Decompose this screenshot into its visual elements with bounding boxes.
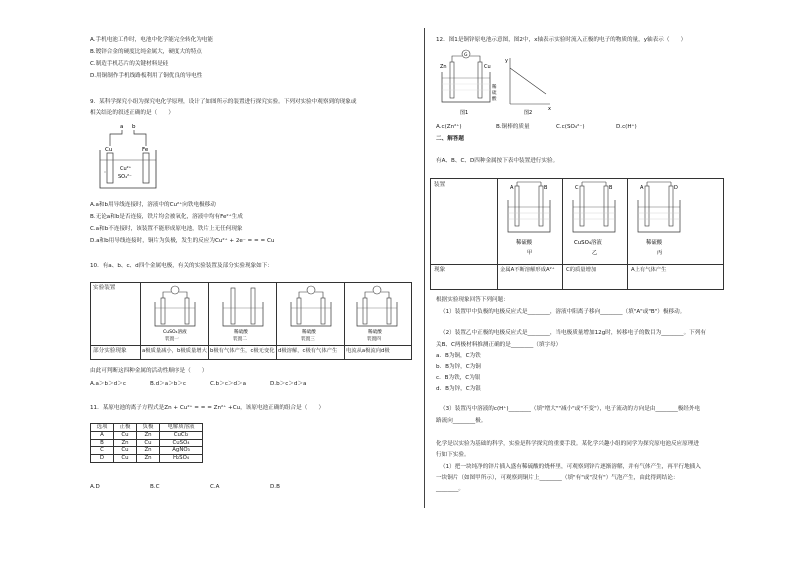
q8-option-b: B.镀锌合金的硬度比纯金属大，硬度大的特点 [90,49,202,55]
table-row: C Cu Zn AgNO₃ [91,447,203,455]
q13-fig3-caption: 丙 [657,250,663,256]
q10-col-sep [344,282,345,359]
q9-ion-cu: Cu²⁺ [120,166,132,172]
q8-option-d: D.用铜制作手机线路板利用了铜优良的导电性 [90,73,203,79]
q11-header-electrolyte: 电解质溶液 [160,424,203,432]
q10-apparatus-3 [279,284,343,342]
q13-apparatus-a [500,180,560,262]
q12-galvanometer-label: G [464,53,468,58]
q10-observation-4: 电流从a极流向d极 [346,348,390,354]
q11-header-positive: 正极 [114,424,137,432]
q11-option-c: C.A [210,484,220,490]
q13-fig2-caption: 乙 [592,250,598,256]
q11-header-negative: 负极 [137,424,160,432]
q10-fig3-caption: 装置三 [301,337,315,342]
q10-fig2-caption: 装置二 [233,337,247,342]
q9-stem: 9．某科学探究小组为探究电化学原理，设计了如图所示的装置进行探究实验。下列对实验中观察到的现象或 [90,99,357,105]
q13-part2-option-a: a．B为铜，C为铁 [436,353,481,359]
q9-label-b: b [132,124,136,130]
q13-row-header-observation: 现象 [434,267,446,273]
q12-label-zn: Zn [440,64,447,70]
q8-option-a: A.手机电池工作时，电池中化学能完全转化为电能 [90,37,213,43]
q12-acid-label-1: 稀 [492,85,497,90]
q10-question: 由此可判断这四种金属的活动性顺序是（ ） [90,368,208,374]
q12-stem: 12．图1是铜锌原电池示意图，图2中，x轴表示实验时流入正极的电子的物质的量，y轴表示（ ） [436,37,687,43]
q12-figures [436,48,556,120]
table-row: A Cu Zn CuCl₂ [91,431,203,439]
q13-fig2-solution: CuSO₄溶液 [574,240,602,246]
q10-row-header-observation: 部分实验现象 [93,348,127,354]
q9-stem-line2: 相关结论的叙述正确的是（ ） [90,110,174,116]
q13-part3-line2: 路流向________极。 [436,418,487,424]
q13-fig1-solution: 稀硫酸 [516,240,533,246]
q10-observation-1: a极质量减小，b极质量增大 [142,348,207,354]
q13-part2-option-b: b．B为锌，C为铜 [436,364,481,370]
q12-fig2-caption: 图2 [524,110,533,116]
q14-stem-line2: 行如下实验。 [436,452,470,458]
q12-option-b: B.铜棒的质量 [496,124,530,130]
q10-option-c: C.b＞c＞d＞a [210,381,247,387]
q13-part2-option-c: c．B为铁，C为银 [436,375,481,381]
q11-stem: 11．某原电池的离子方程式是Zn + Cu²⁺ = = = Zn²⁺ +Cu，该原电池正确的组合是（ ） [90,405,325,411]
q13-intro: 根据实验现象回答下列问题： [436,297,509,303]
q9-option-a: A.a和b用导线连接时，溶液中的Cu²⁺向铁电极移动 [90,202,216,208]
q9-label-fe: Fe [142,147,149,153]
q13-col-sep [497,178,498,289]
q9-ion-so4: SO₄²⁻ [118,174,132,180]
q13-part3: （3）装置丙中溶液的c(H⁺)________（填"增大""减小"或"不变"），电子流动的方向是由________极经外电 [440,406,701,412]
q10-col-sep [140,282,141,359]
q10-row-header-apparatus: 实验装置 [93,285,116,291]
q10-stem: 10．有a、b、c、d四个金属电极，有关的实验装置及部分实验现象如下： [90,263,273,269]
q13-apparatus-b [565,180,625,262]
table-row: B Zn Cu CuSO₄ [91,439,203,447]
q10-col-sep [208,282,209,359]
q12-axis-x: x [548,106,551,112]
q13-fig2-electrode-b: B [609,185,613,191]
q13-fig3-electrode-a: A [640,185,644,191]
q10-apparatus-1 [143,284,207,342]
q12-acid-label-2: 硫 [492,91,497,96]
q13-fig2-electrode-c: C [575,185,579,191]
q13-observation-1: 金属A不断溶解形成A²⁺ [500,267,555,273]
q10-fig1-solution: CuSO₄溶液 [163,330,187,335]
q13-apparatus-c [630,180,690,262]
q13-fig3-solution: 稀硫酸 [646,240,663,246]
q9-label-cu: Cu [105,147,113,153]
q13-part2-line2: 关B、C两极材料推测正确的是________（填字母） [436,342,562,348]
q10-observation-3: d极溶解，c极有气体产生 [278,348,338,354]
q10-fig2-solution: 稀硫酸 [234,330,248,335]
q11-option-a: A.D [90,484,100,490]
q12-option-a: A.c(Zn²⁺) [436,124,462,130]
q14-part1-line3: ________。 [436,486,464,492]
q11-header-option: 选项 [91,424,114,432]
q12-option-c: C.c(SO₄²⁻) [556,124,585,130]
q10-option-d: D.b＞c＞d＞a [270,381,307,387]
section-title: 二、解答题 [436,136,464,142]
q9-option-c: C.a和b不连接时，该装置不能形成原电池，铁片上无任何现象 [90,226,243,232]
q12-option-d: D.c(H⁺) [616,124,637,130]
q13-fig1-electrode-b: B [544,185,548,191]
q13-part2-option-d: d．B为锌，C为银 [436,386,481,392]
q10-fig1-caption: 装置一 [165,337,179,342]
q13-col-sep [627,178,628,289]
q10-fig4-solution: 稀硫酸 [368,330,382,335]
q14-part1-line2: 一块铜片（如图甲所示），可观察到铜片上________（填"有"或"没有"）气泡产生，由此得到结论： [436,475,679,481]
q12-axis-y: y [505,58,508,64]
q10-apparatus-2 [211,284,275,342]
q9-apparatus-figure [96,120,160,192]
q10-option-a: A.a＞b＞d＞c [90,381,126,387]
q14-part1: （1）把一块纯净的锌片插入盛有稀硫酸的烧杯里，可观察到锌片逐渐溶解，并有气体产生，再平行地插入 [440,464,701,470]
q12-fig1-caption: 图1 [460,110,469,116]
q8-option-c: C.制造手机芯片的关键材料是硅 [90,61,169,67]
q11-option-d: D.B [270,484,280,490]
q11-option-b: B.C [150,484,160,490]
q13-row-header-apparatus: 装置 [434,182,446,188]
q9-option-b: B.无论a和b是否连接，铁片均会被氧化，溶液中均有Fe²⁺生成 [90,214,243,220]
q13-fig1-electrode-a: A [510,185,514,191]
q13-stem: 有A、B、C、D四种金属按下表中装置进行实验。 [436,158,559,164]
q9-label-a: a [120,124,124,130]
table-row: D Cu Zn H₂SO₄ [91,455,203,463]
q10-option-b: B.d＞a＞b＞c [150,381,187,387]
q10-apparatus-4 [346,284,408,342]
q12-acid-label-3: 酸 [492,97,497,102]
q12-label-cu: Cu [484,64,491,70]
q13-observation-3: A上有气体产生 [631,267,667,273]
q10-col-sep [276,282,277,359]
q11-table [90,423,203,463]
q13-fig1-caption: 甲 [527,250,533,256]
q13-part2: （2）装置乙中正极的电极反应式是________，当电极质量增加12g时，转移电子的数目为________。下列有 [440,330,706,336]
q10-fig3-solution: 稀硫酸 [302,330,316,335]
q13-fig3-electrode-d: D [674,185,678,191]
q10-observation-2: b极有气体产生，c极无变化 [210,348,275,354]
q10-fig4-caption: 装置四 [367,337,381,342]
q14-stem: 化学是以实验为基础的科学，实验是科学探究的重要手段。某化学兴趣小组的同学为探究原电池反应原理进 [436,441,699,447]
q13-col-sep [562,178,563,289]
q9-option-d: D.a和b用导线连接时，铜片为负极，发生的反应为Cu²⁺ + 2e⁻ = = = Cu [90,238,275,244]
q13-observation-2: C的质量增加 [566,267,597,273]
column-divider [424,28,425,508]
q13-part1: （1）装置甲中负极的电极反应式是________，溶液中阳离子移向________（填"A"或"B"）极移动。 [440,309,686,315]
